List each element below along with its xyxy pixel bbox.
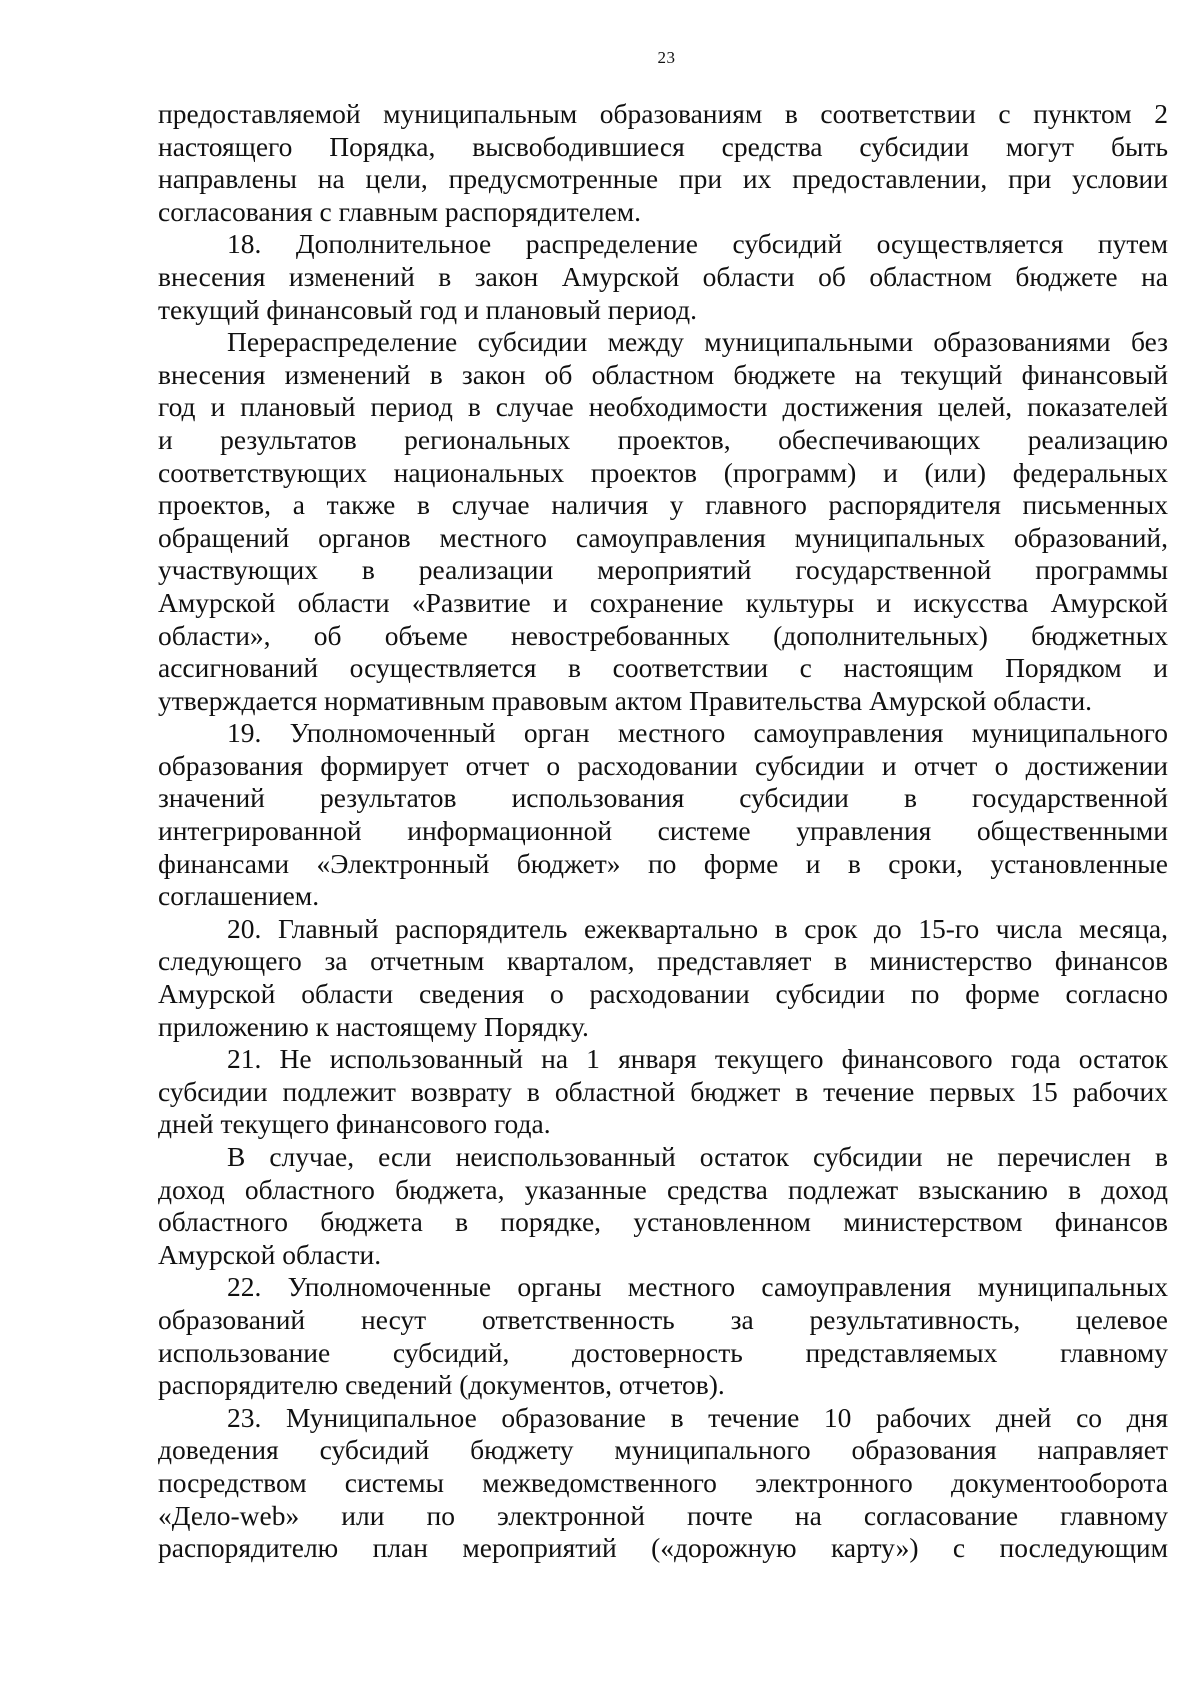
text-line: согласования с главным распорядителем. (158, 195, 642, 227)
paragraph (158, 1402, 1168, 1565)
text-line: соглашением. (158, 880, 320, 912)
text-line: распорядителю план мероприятий («дорожную карту») с последующим (158, 1532, 1168, 1564)
text-line: Перераспределение субсидии между муниципальными образованиями без (227, 326, 1168, 358)
text-line: приложению к настоящему Порядку. (158, 1010, 589, 1042)
text-line: участвующих в реализации мероприятий государственной программы (158, 554, 1168, 586)
text-line: предоставляемой муниципальным образованиям в соответствии с пунктом 2 (158, 98, 1168, 129)
text-line: областного бюджета в порядке, установленном министерством финансов (158, 1206, 1168, 1238)
text-line: посредством системы межведомственного электронного документооборота (158, 1466, 1168, 1498)
text-line: использование субсидий, достоверность представляемых главному (158, 1336, 1168, 1368)
text-line: 18. Дополнительное распределение субсидий осуществляется путем (227, 228, 1168, 260)
text-line: утверждается нормативным правовым актом Правительства Амурской области. (158, 684, 1093, 716)
text-line: доход областного бюджета, указанные средства подлежат взысканию в доход (158, 1173, 1168, 1205)
text-line: внесения изменений в закон об областном бюджете на текущий финансовый (158, 358, 1168, 390)
text-line: 23. Муниципальное образование в течение 10 рабочих дней со дня (227, 1401, 1168, 1433)
text-line: Амурской области. (158, 1238, 382, 1270)
paragraph (158, 228, 1168, 326)
text-line: направлены на цели, предусмотренные при их предоставлении, при условии (158, 163, 1168, 195)
text-line: дней текущего финансового года. (158, 1108, 551, 1140)
text-line: образования формирует отчет о расходовании субсидии и отчет о достижении (158, 749, 1168, 781)
page-number: 23 (657, 48, 676, 67)
text-line: образований несут ответственность за результативность, целевое (158, 1303, 1168, 1335)
text-line: распорядителю сведений (документов, отчетов). (158, 1369, 725, 1401)
text-line: внесения изменений в закон Амурской области об областном бюджете на (158, 260, 1168, 292)
text-line: финансами «Электронный бюджет» по форме и в сроки, установленные (158, 847, 1168, 879)
text-line: ассигнований осуществляется в соответствии с настоящим Порядком и (158, 652, 1168, 684)
paragraph (158, 326, 1168, 717)
document-body (158, 98, 1168, 1565)
paragraph (158, 98, 1168, 228)
text-line: текущий финансовый год и плановый период. (158, 293, 698, 325)
text-line: области», об объеме невостребованных (дополнительных) бюджетных (158, 619, 1168, 651)
text-line: субсидии подлежит возврату в областной бюджет в течение первых 15 рабочих (158, 1075, 1168, 1107)
text-line: настоящего Порядка, высвободившиеся средства субсидии могут быть (158, 130, 1168, 162)
paragraph (158, 1043, 1168, 1141)
text-line: 21. Не использованный на 1 января текущего финансового года остаток (227, 1043, 1168, 1075)
text-line: доведения субсидий бюджету муниципального образования направляет (158, 1434, 1168, 1466)
text-line: интегрированной информационной системе управления общественными (158, 815, 1168, 847)
text-line: Амурской области «Развитие и сохранение культуры и искусства Амурской (158, 586, 1168, 618)
text-line: 22. Уполномоченные органы местного самоуправления муниципальных (227, 1271, 1168, 1303)
text-line: значений результатов использования субсидии в государственной (158, 782, 1168, 814)
text-line: 19. Уполномоченный орган местного самоуправления муниципального (227, 717, 1168, 749)
text-line: проектов, а также в случае наличия у главного распорядителя письменных (158, 489, 1168, 521)
text-line: Амурской области сведения о расходовании субсидии по форме согласно (158, 978, 1168, 1010)
paragraph (158, 1141, 1168, 1271)
text-line: 20. Главный распорядитель ежеквартально в срок до 15-го числа месяца, (227, 912, 1168, 944)
paragraph (158, 717, 1168, 913)
text-line: В случае, если неиспользованный остаток субсидии не перечислен в (227, 1141, 1168, 1172)
text-line: соответствующих национальных проектов (программ) и (или) федеральных (158, 456, 1168, 488)
text-line: год и плановый период в случае необходимости достижения целей, показателей (158, 391, 1168, 423)
text-line: следующего за отчетным кварталом, представляет в министерство финансов (158, 945, 1168, 977)
text-line: обращений органов местного самоуправления муниципальных образований, (158, 521, 1168, 553)
paragraph (158, 1271, 1168, 1401)
text-line: и результатов региональных проектов, обеспечивающих реализацию (158, 423, 1168, 455)
paragraph (158, 913, 1168, 1043)
text-line: «Дело-web» или по электронной почте на согласование главному (158, 1499, 1168, 1531)
